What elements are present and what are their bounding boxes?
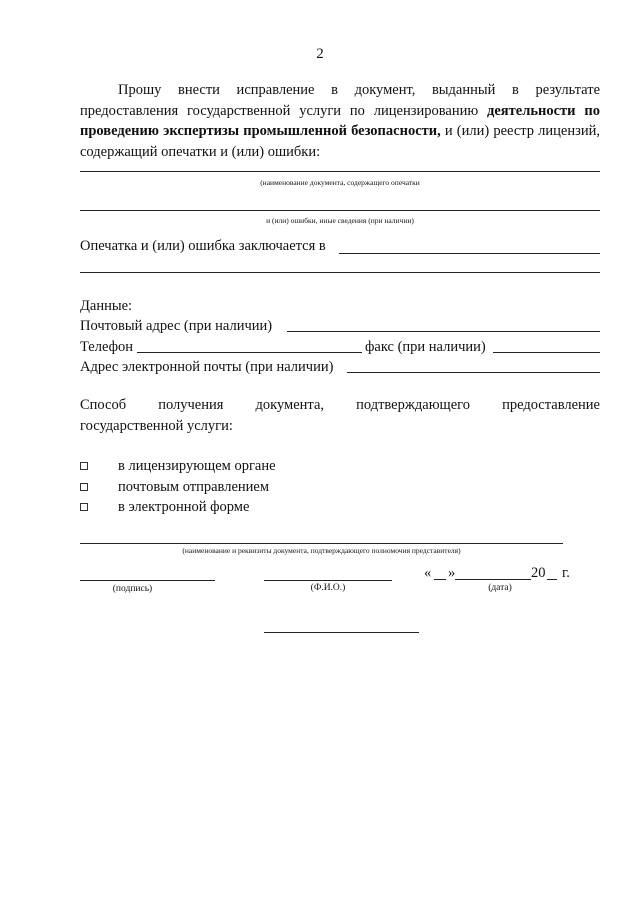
day-field[interactable] [434, 579, 446, 580]
request-text-part2: и (или) реестр лицензий, содержащий опечатки и (или) ошибки: [80, 123, 600, 160]
method-word: подтверждающего [356, 397, 470, 413]
request-text-bold: деятельности по проведению экспертизы промышленной безопасности, [80, 102, 600, 139]
fax-label: факс (при наличии) [365, 339, 486, 355]
option-checkbox-electronic[interactable] [80, 503, 88, 511]
option-label-postal: почтовым отправлением [118, 479, 270, 495]
email-label: Адрес электронной почты (при наличии) [80, 359, 334, 375]
method-word: Способ [80, 397, 127, 413]
year-suffix: г. [562, 565, 570, 581]
error-label: Опечатка и (или) ошибка заключается в [80, 238, 326, 254]
document-name-line[interactable] [80, 171, 600, 172]
option-checkbox-postal[interactable] [80, 483, 88, 491]
option-label-licensing-body: в лицензирующем органе [118, 458, 276, 474]
request-paragraph [80, 80, 600, 162]
month-field[interactable] [455, 579, 531, 580]
fax-field[interactable] [493, 352, 600, 353]
data-heading: Данные: [80, 298, 133, 314]
date-quote-close: » [448, 565, 456, 581]
representative-document-line[interactable] [80, 543, 563, 544]
document-name-caption: (наименование документа, содержащего опечатки [260, 178, 420, 187]
signature-caption: (подпись) [112, 584, 153, 594]
date-caption: (дата) [488, 583, 512, 593]
method-heading-line-2: государственной услуги: [80, 418, 233, 434]
representative-caption: (наименование и реквизиты документа, подтверждающего полномочия представителя) [182, 546, 461, 555]
date-quote-open: « [424, 565, 432, 581]
request-text-part1: Прошу внести исправление в документ, выданный в результате предоставления государственной услуги по лицензированию [80, 82, 600, 119]
method-word: предоставление [502, 397, 600, 413]
method-word: документа, [255, 397, 325, 413]
full-name-line[interactable] [264, 580, 392, 581]
postal-label: Почтовый адрес (при наличии) [80, 318, 273, 334]
postal-field[interactable] [287, 331, 600, 332]
method-word: получения [158, 397, 224, 413]
phone-label: Телефон [80, 339, 133, 355]
bottom-separator-line [264, 632, 419, 633]
errors-caption: и (или) ошибки, иные сведения (при наличии) [266, 216, 414, 225]
year-prefix: 20 [531, 565, 546, 581]
email-field[interactable] [347, 372, 600, 373]
signature-line[interactable] [80, 580, 215, 581]
year-field[interactable] [547, 579, 557, 580]
phone-field[interactable] [137, 352, 362, 353]
error-description-field[interactable] [339, 253, 600, 254]
page-number: 2 [316, 46, 324, 62]
option-label-electronic: в электронной форме [118, 499, 250, 515]
full-name-caption: (Ф.И.О.) [310, 583, 346, 593]
errors-line[interactable] [80, 210, 600, 211]
error-description-line-2[interactable] [80, 272, 600, 273]
option-checkbox-licensing-body[interactable] [80, 462, 88, 470]
method-heading-line [80, 395, 600, 415]
